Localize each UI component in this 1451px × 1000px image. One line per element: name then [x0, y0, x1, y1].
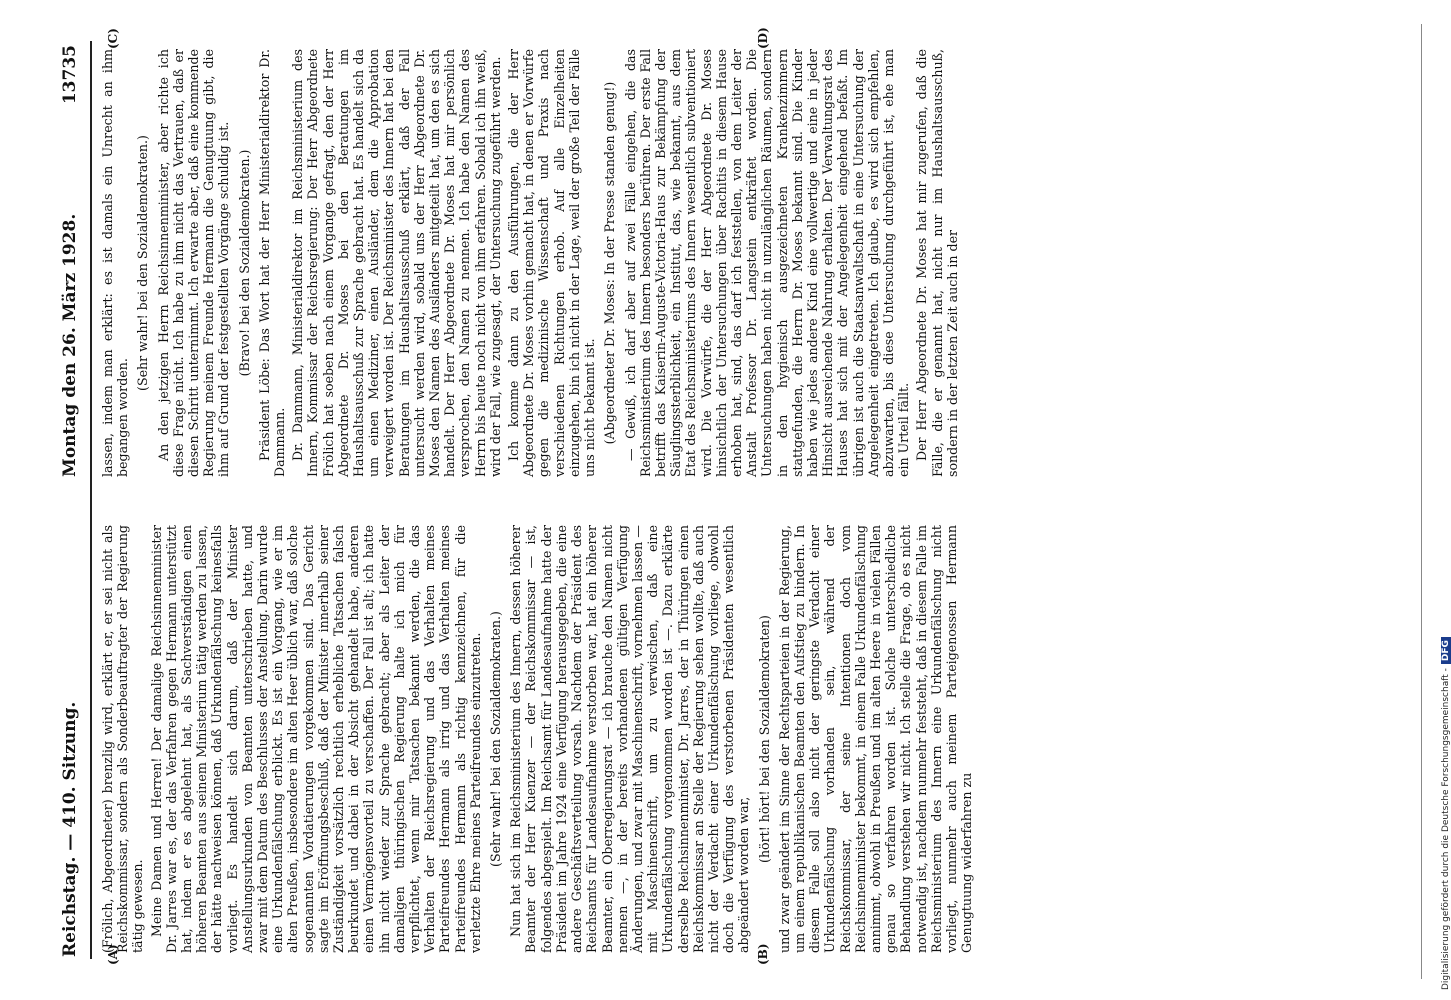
- left-paragraph: und zwar geändert im Sinne der Rechtsparteien in der Regierung, um einem republikanischen Beamten den Aufstieg zu hindern. In diesem Falle soll also nicht der geringste Verdacht einer Urkundenfälschung vorhanden sein, während der Reichskommissar, der seine Intentionen doch vom Reichsinnenminister bekommt, in einem Falle Urkundenfälschung annimmt, obwohl in Preußen und im alten Heere in vielen Fällen genau so verfahren worden ist. Solche unterschiedliche Behandlung verstehen wir nicht. Ich stelle die Frage, ob es nicht notwendig ist, nachdem nunmehr feststeht, daß in diesem Falle im Reichsministerium des Innern eine Urkundenfälschung nicht vorliegt, nunmehr auch meinem Parteigenossen Hermann Genugtuung widerfahren zu: [776, 525, 975, 953]
- right-interjection: (Bravo! bei den Sozialdemokraten.): [236, 149, 252, 377]
- margin-marker-a: (A): [106, 944, 120, 965]
- header-left-title: Reichstag. — 410. Sitzung.: [60, 701, 80, 957]
- left-interjection: (hört! hört! bei den Sozialdemokraten): [756, 615, 772, 863]
- right-paragraph: — Gewiß, ich darf aber auf zwei Fälle eingehen, die das Reichsministerium des Innern besonders berühren. Der erste Fall betrifft das Kaiserin-Auguste-Victoria-Haus zur Bekämpfung der Säuglingssterblichkeit, ein Institut, das, wie bekannt, aus dem Etat des Reichsministeriums des Innern wesentlich subventioniert wird. Die Vorwürfe, die der Herr Abgeordnete Dr. Moses hinsichtlich der Untersuchungen über Rachitis in diesem Hause erhoben hat, sind, das darf ich feststellen, von dem Leiter der Anstalt Professor Dr. Langstein entkräftet worden. Die Untersuchungen haben nicht in unzulänglichen Räumen, sondern in den hygienisch ausgezeichneten Krankenzimmern stattgefunden, die Herrn Dr. Moses bekannt sind. Die Kinder haben wie jedes andere Kind eine vollwertige und eine in jeder Hinsicht ausreichende Nahrung erhalten. Der Verwaltungsrat des Hauses hat sich mit der Angelegenheit eingehend befaßt. Im übrigen ist auch die Staatsanwaltschaft in eine Untersuchung der Angelegenheit eingetreten. Ich glaube, es wird sich empfehlen, abzuwarten, bis diese Untersuchung durchgeführt ist, ehe man ein Urteil fällt.: [622, 49, 912, 477]
- page-number: 13735: [60, 45, 80, 105]
- president-speaker-line: Präsident Löbe: Das Wort hat der Herr Ministerialdirektor Dr. Dammann.: [256, 49, 288, 477]
- right-paragraph: Dr. Dammann, Ministerialdirektor im Reichsministerium des Innern, Kommissar der Reichsregierung: Der Herr Abgeordnete Frölich hat soeben nach einem Vorgange gefragt, den der Herr Abgeordnete Dr. Moses bei den Beratungen im Haushaltsausschuß zur Sprache gebracht hat. Es handelt sich da um einen Mediziner, einen Ausländer, dem die Approbation verweigert worden ist. Der Reichsminister des Innern hat bei den Beratungen im Haushaltsausschuß erklärt, daß der Fall untersucht werden wird, sobald uns der Herr Abgeordnete Dr. Moses den Namen des Ausländers mitgeteilt hat, um den es sich handelt. Der Herr Abgeordnete Dr. Moses hat mir persönlich versprochen, den Namen zu nennen. Ich habe den Namen des Herrn bis heute noch nicht von ihm erfahren. Sobald ich ihn weiß, wird der Fall, wie zugesagt, der Untersuchung zugeführt werden.: [290, 49, 503, 477]
- header-date: Montag den 26. März 1928.: [60, 213, 80, 477]
- margin-marker-b: (B): [756, 943, 770, 965]
- right-paragraph: Der Herr Abgeordnete Dr. Moses hat mir zugerufen, daß die Fälle, die er genannt hat, nicht nur im Haushaltsausschuß, sondern in der letzten Zeit auch in der: [914, 49, 960, 477]
- digitization-credit-text: Digitalisierung gefördert durch die Deutsche Forschungsgemeinschaft -: [1441, 668, 1451, 990]
- left-paragraph: Nun hat sich im Reichsministerium des Innern, dessen höherer Beamter der Herr Kuenzer — der Reichskommissar — ist, folgendes abgespielt. Im Reichsamt für Landesaufnahme hatte der Präsident im Jahre 1924 eine Verfügung herausgegeben, die eine andere Geschäftsverteilung vorsah. Nachdem der Präsident des Reichsamts für Landesaufnahme verstorben war, hat ein höherer Beamter, ein Oberregierungsrat — ich brauche den Namen nicht nennen —, in der bereits vorhandenen gültigen Verfügung Änderungen, und zwar mit Maschinenschrift, vornehmen lassen — mit Maschinenschrift, um zu verwischen, daß eine Urkundenfälschung vorgenommen worden ist —. Dazu erklärte derselbe Reichsinnenminister, Dr. Jarres, der in Thüringen einen Reichskommissar an Stelle der Regierung sehen wollte, daß auch nicht der Verdacht einer Urkundenfälschung vorliege, obwohl doch die Verfügung des verstorbenen Präsidenten wesentlich abgeändert worden war,: [508, 525, 752, 953]
- right-paragraph: lassen, indem man erklärt: es ist damals ein Unrecht an ihm begangen worden.: [100, 49, 131, 477]
- margin-marker-d: (D): [756, 27, 770, 49]
- margin-marker-c: (C): [106, 28, 120, 49]
- left-paragraph: (Frölich, Abgeordneter) brenzlig wird, erklärt er, er sei nicht als Reichskommissar, sondern als Sonderbeauftragter der Regierung tätig gewesen.: [100, 525, 146, 953]
- right-interjection: (Abgeordneter Dr. Moses: In der Presse standen genug!): [602, 81, 618, 445]
- edge-rule: [1421, 24, 1422, 979]
- rotated-page-content: [56, 27, 1376, 965]
- right-column: [100, 49, 1362, 477]
- digitization-credit: [1441, 637, 1451, 990]
- page-header: [56, 35, 90, 965]
- right-paragraph: An den jetzigen Herrn Reichsinnenminister, aber richte ich diese Frage nicht. Ich habe zu ihm nicht das Vertrauen, daß er diesen Schritt unternimmt. Ich erwarte aber, daß eine kommende Regierung meinem Freunde Hermann die Genugtuung gibt, die ihm auf Grund der festgestellten Vorgänge schuldig ist.: [155, 49, 232, 477]
- header-rule: [90, 41, 92, 959]
- left-interjection: (Sehr wahr! bei den Sozialdemokraten.): [488, 611, 504, 867]
- dfg-logo: DFG: [1441, 637, 1451, 664]
- right-interjection: (Sehr wahr! bei den Sozialdemokraten.): [135, 135, 151, 391]
- right-paragraph: Ich komme dann zu den Ausführungen, die der Herr Abgeordnete Dr. Moses vorhin gemacht hat, in denen er Vorwürfe gegen die medizinische Wissenschaft und Praxis nach verschiedenen Richtungen erhob. Auf alle Einzelheiten einzugehen, bin ich nicht in der Lage, weil der große Teil der Fälle uns nicht bekannt ist.: [506, 49, 598, 477]
- left-column: [100, 525, 1362, 953]
- left-paragraph: Meine Damen und Herren! Der damalige Reichsinnenminister Dr. Jarres war es, der das Verfahren gegen Hermann unterstützt hat, indem er es abgelehnt hat, als Sachverständigen einen höheren Beamten aus seinem Ministerium tätig werden zu lassen, der hätte nachweisen können, daß Urkundenfälschung keinesfalls vorliegt. Es handelt sich darum, daß der Minister Anstellungsurkunden von Beamten unterschrieben hatte, und zwar mit dem Datum des Beschlusses der Anstellung. Darin wurde eine Urkundenfälschung erblickt. Es ist ein Vorgang, wie er im alten Preußen, insbesondere im alten Heer üblich war, daß solche sogenannten Vordatierungen vorgekommen sind. Das Gericht sagte im Eröffnungsbeschluß, daß der Minister innerhalb seiner Zuständigkeit vorsätzlich rechtlich erhebliche Tatsachen falsch beurkundet und dabei in der Absicht gehandelt habe, anderen einen Vermögensvorteil zu verschaffen. Der Fall ist alt; ich hatte ihn nicht wieder zur Sprache gebracht; aber als Leiter der damaligen thüringischen Regierung halte ich mich für verpflichtet, wenn mir Tatsachen bekannt werden, die das Verhalten der Reichsregierung und das Verhalten meines Parteifreundes Hermann als irrig und das Verhalten meines Parteifreundes Hermann als richtig kennzeichnen, für die verletzte Ehre meines Parteifreundes einzutreten.: [148, 525, 483, 953]
